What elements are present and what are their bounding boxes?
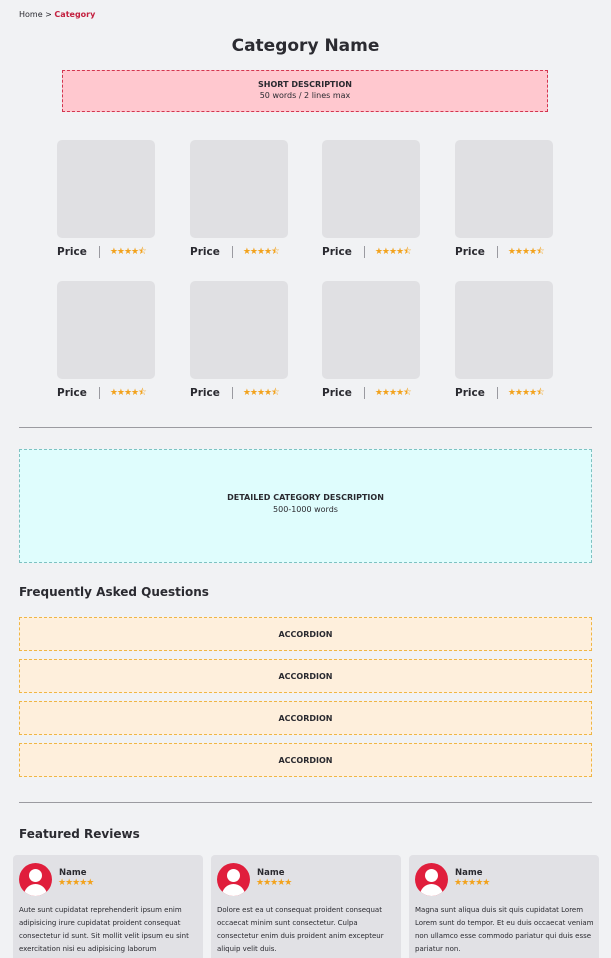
- section-divider: [19, 427, 592, 428]
- faq-accordion[interactable]: ACCORDION: [19, 701, 592, 735]
- short-description-title: SHORT DESCRIPTION: [258, 80, 352, 89]
- rating-stars-icon: ★★★★★: [256, 878, 292, 888]
- reviews-title: Featured Reviews: [19, 827, 140, 841]
- product-image[interactable]: [322, 140, 420, 238]
- user-avatar-icon: [415, 863, 448, 896]
- product-card[interactable]: [57, 281, 157, 399]
- product-image[interactable]: [455, 281, 553, 379]
- breadcrumb-current: Category: [54, 10, 96, 19]
- divider: [232, 246, 233, 258]
- product-image[interactable]: [190, 140, 288, 238]
- product-image[interactable]: [455, 140, 553, 238]
- section-divider: [19, 802, 592, 803]
- reviewer-name: Name: [455, 868, 483, 878]
- product-card[interactable]: [190, 140, 290, 258]
- product-card[interactable]: [455, 281, 555, 399]
- short-description-box: [62, 70, 548, 112]
- product-price: Price: [190, 246, 220, 258]
- product-price: Price: [322, 387, 352, 399]
- review-text: Dolore est ea ut consequat proident consequat occaecat minim sunt consectetur. Culpa consectetur enim duis proident anim excepteur aliquip velit duis.: [217, 906, 384, 953]
- product-price: Price: [57, 387, 87, 399]
- divider: [364, 246, 365, 258]
- breadcrumb-separator: >: [45, 10, 52, 19]
- product-card[interactable]: [57, 140, 157, 258]
- product-card[interactable]: [322, 140, 422, 258]
- product-image[interactable]: [322, 281, 420, 379]
- product-card[interactable]: [455, 140, 555, 258]
- breadcrumb: [19, 10, 95, 19]
- review-card: [211, 855, 401, 958]
- product-image[interactable]: [57, 140, 155, 238]
- rating-stars-icon: ★★★★⯪: [374, 388, 411, 398]
- review-card: [409, 855, 599, 958]
- rating-stars-icon: ★★★★★: [454, 878, 490, 888]
- review-text: Magna sunt aliqua duis sit quis cupidatat Lorem Lorem sunt do tempor. Et eu duis occaecat veniam non ullamco esse commodo pariatur qui duis esse pariatur non.: [415, 906, 594, 953]
- rating-stars-icon: ★★★★⯪: [242, 388, 279, 398]
- product-card[interactable]: [322, 281, 422, 399]
- faq-title: Frequently Asked Questions: [19, 585, 209, 599]
- divider: [232, 387, 233, 399]
- detailed-description-box: [19, 449, 592, 563]
- review-text: Aute sunt cupidatat reprehenderit ipsum enim adipisicing irure cupidatat proident consequat consectetur id sunt. Sit mollit velit ipsum eu sint exercitation nisi eu adipisicing laborum: [19, 906, 189, 953]
- detailed-description-title: DETAILED CATEGORY DESCRIPTION: [227, 493, 384, 502]
- user-avatar-icon: [19, 863, 52, 896]
- faq-accordion[interactable]: ACCORDION: [19, 659, 592, 693]
- divider: [99, 246, 100, 258]
- user-avatar-icon: [217, 863, 250, 896]
- divider: [364, 387, 365, 399]
- short-description-subtitle: 50 words / 2 lines max: [259, 91, 351, 100]
- divider: [497, 387, 498, 399]
- rating-stars-icon: ★★★★⯪: [242, 247, 279, 257]
- product-card[interactable]: [190, 281, 290, 399]
- product-price: Price: [57, 246, 87, 258]
- review-card: [13, 855, 203, 958]
- rating-stars-icon: ★★★★⯪: [374, 247, 411, 257]
- product-price: Price: [322, 246, 352, 258]
- rating-stars-icon: ★★★★⯪: [507, 247, 544, 257]
- rating-stars-icon: ★★★★⯪: [507, 388, 544, 398]
- product-price: Price: [190, 387, 220, 399]
- rating-stars-icon: ★★★★⯪: [109, 388, 146, 398]
- divider: [497, 246, 498, 258]
- breadcrumb-home-link[interactable]: Home: [19, 10, 43, 19]
- divider: [99, 387, 100, 399]
- detailed-description-subtitle: 500-1000 words: [273, 505, 338, 514]
- rating-stars-icon: ★★★★⯪: [109, 247, 146, 257]
- faq-accordion[interactable]: ACCORDION: [19, 617, 592, 651]
- page-title: Category Name: [231, 36, 380, 56]
- product-image[interactable]: [190, 281, 288, 379]
- reviewer-name: Name: [257, 868, 285, 878]
- product-price: Price: [455, 246, 485, 258]
- faq-accordion[interactable]: ACCORDION: [19, 743, 592, 777]
- product-image[interactable]: [57, 281, 155, 379]
- product-price: Price: [455, 387, 485, 399]
- reviewer-name: Name: [59, 868, 87, 878]
- rating-stars-icon: ★★★★★: [58, 878, 94, 888]
